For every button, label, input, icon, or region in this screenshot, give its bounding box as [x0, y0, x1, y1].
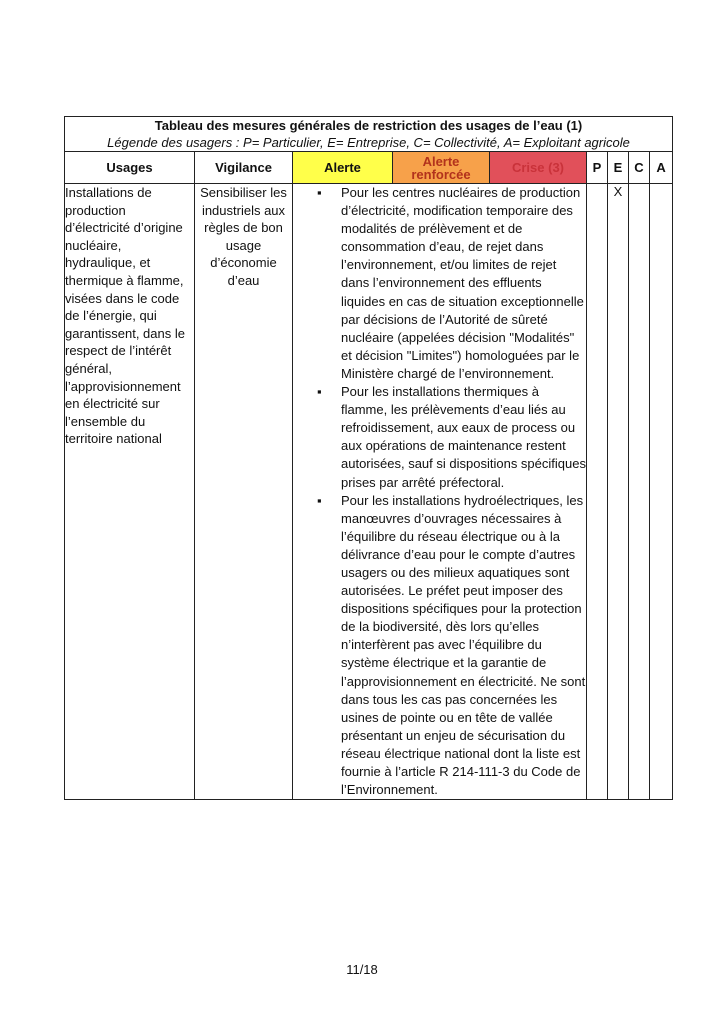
measure-text-nuclear: Pour les centres nucléaires de production d’électricité, modification temporaire des modalités de prélèvement et de consommation d’eau, de rejet dans l’environnement, et/ou limites de rejet dans l’environnement des effluents liquides en cas de situation exceptionnelle par décisions de l’Autorité de sûreté nucléaire (appelées décision "Modalités" et décision "Limites") homologuées par le Ministère chargé de l’environnement.: [341, 185, 584, 381]
header-alerte-renforcee-line1: Alerte: [422, 153, 460, 169]
restriction-table: [64, 116, 673, 800]
vigilance-cell: Sensibiliser les industriels aux règles de bon usage d’économie d’eau: [195, 184, 293, 800]
header-usages: Usages: [65, 152, 195, 184]
measure-text-thermal: Pour les installations thermiques à flamme, les prélèvements d’eau liés au refroidissement, aux eaux de process ou aux opérations de maintenance restent autorisées, sauf si dispositions spécifiques prises par arrêté préfectoral.: [341, 384, 586, 490]
bullet-icon: ▪: [317, 185, 322, 200]
header-p: P: [587, 152, 608, 184]
mark-e: X: [608, 184, 629, 800]
bullet-icon: ▪: [317, 384, 322, 400]
measures-cell: [293, 184, 587, 800]
header-vigilance: Vigilance: [195, 152, 293, 184]
header-a: A: [650, 152, 673, 184]
usage-cell: Installations de production d’électricité d’origine nucléaire, hydraulique, et thermique à flamme, visées dans le code de l’énergie, qui garantissent, dans le respect de l’intérêt général, l’approvisionnement en électricité sur l’ensemble du territoire national: [65, 184, 195, 800]
header-alerte-renforcee: [393, 152, 490, 184]
bullet-icon: ▪: [317, 492, 322, 508]
page-number: 11/18: [346, 962, 378, 977]
measure-item: [293, 184, 586, 383]
header-alerte-renforcee-line2: renforcée: [411, 166, 471, 182]
table-title: Tableau des mesures générales de restriction des usages de l’eau (1): [154, 118, 583, 133]
table-row: [65, 184, 673, 800]
mark-a: [650, 184, 673, 800]
mark-c: [629, 184, 650, 800]
measure-item: [293, 492, 586, 800]
header-alerte: Alerte: [293, 152, 393, 184]
measure-item: [293, 383, 586, 492]
table-title-cell: [65, 117, 673, 152]
header-crise: Crise (3): [490, 152, 587, 184]
header-e: E: [608, 152, 629, 184]
measure-text-hydro: Pour les installations hydroélectriques, les manœuvres d’ouvrages nécessaires à l’équilibre du réseau électrique ou à la délivrance d’eau pour le compte d’autres usagers ou des milieux aquatiques sont autorisées. Le préfet peut imposer des dispositions spécifiques pour la protection de la biodiversité, dès lors qu’elles n’interfèrent pas avec l’équilibre du système électrique et la garantie de l’approvisionnement en électricité. Ne sont dans tous les cas pas concernées les usines de pointe ou en tête de vallée présentant un enjeu de sécurisation du réseau électrique national dont la liste est fournie à l’article R 214-111-3 du Code de l’Environnement.: [341, 492, 586, 798]
header-c: C: [629, 152, 650, 184]
users-legend: Légende des usagers : P= Particulier, E= Entreprise, C= Collectivité, A= Exploitant agricole: [107, 135, 630, 150]
mark-p: [587, 184, 608, 800]
